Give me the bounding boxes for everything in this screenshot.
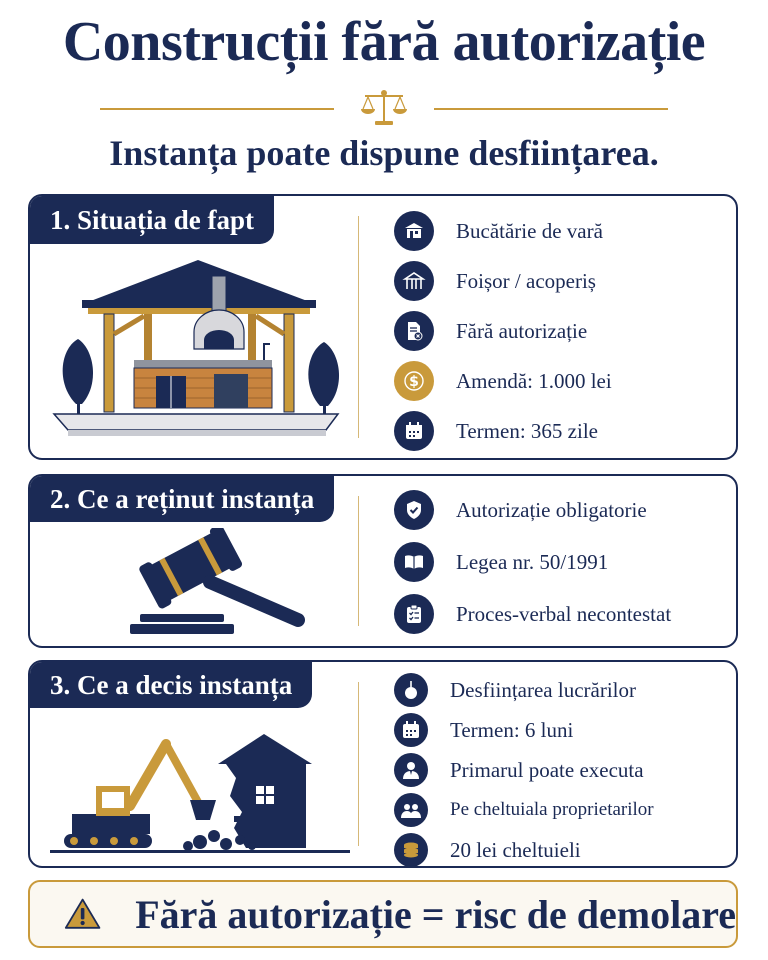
calendar-icon [394, 713, 428, 747]
coins-stack-icon [394, 833, 428, 867]
building-icon [394, 211, 434, 251]
list-item [394, 588, 726, 640]
list-item [394, 830, 726, 870]
section-divider [358, 216, 359, 438]
section-items [394, 206, 726, 456]
list-item [394, 406, 726, 456]
mayor-person-icon [394, 753, 428, 787]
page-subtitle: Instanța poate dispune desființarea. [109, 133, 659, 173]
item-label: Foișor / acoperiș [456, 268, 596, 293]
gavel-illustration [118, 528, 318, 640]
banner-text: Fără autorizație = risc de demolare [135, 891, 736, 937]
item-label: Autorizație obligatorie [456, 497, 647, 522]
calendar-icon [394, 411, 434, 451]
shield-check-icon [394, 490, 434, 530]
item-label: Legea nr. 50/1991 [456, 549, 609, 574]
list-item [394, 206, 726, 256]
open-book-icon [394, 542, 434, 582]
item-label: Amendă: 1.000 lei [456, 368, 612, 393]
section-items [394, 670, 726, 870]
page-title: Construcții fără autorizație [62, 11, 706, 73]
item-label: Primarul poate executa [450, 757, 644, 782]
section-items [394, 484, 726, 640]
document-x-icon [394, 311, 434, 351]
dollar-coin-icon [394, 361, 434, 401]
wrecking-ball-icon [394, 673, 428, 707]
list-item [394, 484, 726, 536]
list-item [394, 306, 726, 356]
scales-of-justice-icon [359, 88, 409, 128]
title-divider [100, 88, 668, 128]
section-ce-a-retinut-instanta [28, 474, 738, 648]
list-item [394, 256, 726, 306]
item-label: Pe cheltuiala proprietarilor [450, 799, 654, 820]
item-label: Termen: 365 zile [456, 418, 598, 443]
list-item [394, 670, 726, 710]
summer-kitchen-illustration [48, 254, 348, 444]
list-item [394, 536, 726, 588]
section-divider [358, 682, 359, 846]
list-item [394, 750, 726, 790]
item-label: Bucătărie de vară [456, 218, 603, 243]
section-divider [358, 496, 359, 626]
item-label: Termen: 6 luni [450, 717, 574, 742]
warning-banner [28, 880, 738, 948]
excavator-demolition-illustration [50, 716, 350, 862]
section-title: 3. Ce a decis instanța [30, 662, 312, 708]
item-label: Proces-verbal necontestat [456, 601, 672, 626]
list-item [394, 710, 726, 750]
svg-text:$: $ [409, 374, 419, 390]
clipboard-check-icon [394, 594, 434, 634]
item-label: Fără autorizație [456, 318, 588, 343]
section-ce-a-decis-instanta [28, 660, 738, 868]
item-label: Desființarea lucrărilor [450, 677, 636, 702]
item-label: 20 lei cheltuieli [450, 837, 581, 862]
list-item [394, 356, 726, 406]
section-title: 1. Situația de fapt [30, 196, 274, 244]
list-item [394, 790, 726, 830]
section-title: 2. Ce a reținut instanța [30, 476, 334, 522]
gazebo-icon [394, 261, 434, 301]
people-icon [394, 793, 428, 827]
section-situatia-de-fapt [28, 194, 738, 460]
warning-icon [64, 887, 101, 941]
